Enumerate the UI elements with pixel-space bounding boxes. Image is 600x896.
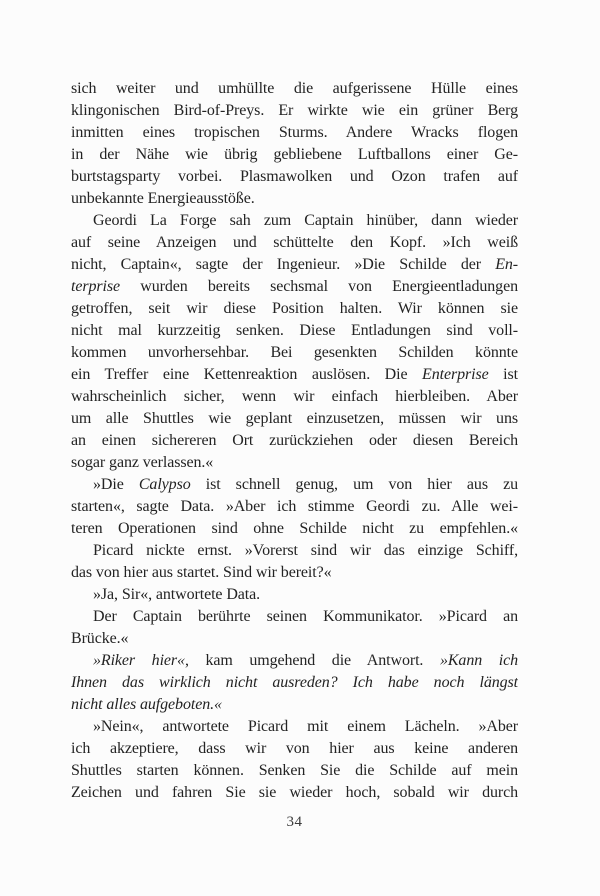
italic-text-segment: En- bbox=[495, 256, 518, 273]
text-line bbox=[71, 452, 518, 474]
text-segment: starten«, sagte Data. »Aber ich stimme Geordi zu. Alle wei- bbox=[71, 498, 518, 515]
text-segment: sogar ganz verlassen.« bbox=[71, 454, 214, 471]
italic-text-segment: Ihnen das wirklich nicht ausreden? Ich habe noch längst bbox=[71, 674, 518, 691]
italic-text-segment: »Kann ich bbox=[439, 652, 518, 669]
text-segment: Der Captain berührte seinen Kommunikator. »Picard an bbox=[93, 608, 518, 625]
text-segment: nicht mal kurzzeitig senken. Diese Entladungen sind voll- bbox=[71, 322, 518, 339]
text-segment: ein Treffer eine Kettenreaktion auslösen. Die bbox=[71, 366, 423, 383]
text-line bbox=[71, 408, 518, 430]
text-segment: sich weiter und umhüllte die aufgerissene Hülle eines bbox=[71, 80, 518, 97]
text-segment: teren Operationen sind ohne Schilde nicht zu empfehlen.« bbox=[71, 520, 518, 537]
text-segment: an einen sichereren Ort zurückziehen oder diesen Bereich bbox=[71, 432, 518, 449]
text-line bbox=[71, 320, 518, 342]
page-number: 34 bbox=[286, 814, 303, 830]
text-segment: in der Nähe wie übrig gebliebene Luftballons einer Ge- bbox=[71, 146, 518, 163]
italic-text-segment: terprise bbox=[71, 278, 120, 295]
text-segment: kommen unvorhersehbar. Bei gesenkten Schilden könnte bbox=[71, 344, 518, 361]
text-line bbox=[71, 100, 518, 122]
text-line bbox=[71, 232, 518, 254]
text-segment: unbekannte Energieausstöße. bbox=[71, 190, 255, 207]
text-line bbox=[71, 276, 518, 298]
text-line bbox=[71, 298, 518, 320]
text-line bbox=[71, 606, 518, 628]
text-line bbox=[71, 342, 518, 364]
text-line bbox=[71, 364, 518, 386]
text-segment: »Die bbox=[93, 476, 139, 493]
text-segment: ist bbox=[488, 366, 518, 383]
text-segment: inmitten eines tropischen Sturms. Andere Wracks flogen bbox=[71, 124, 518, 141]
text-line bbox=[71, 496, 518, 518]
text-line bbox=[71, 782, 518, 804]
text-segment: Geordi La Forge sah zum Captain hinüber, dann wieder bbox=[93, 212, 518, 229]
text-segment: ich akzeptiere, dass wir von hier aus keine anderen bbox=[71, 740, 518, 757]
text-segment: auf seine Anzeigen und schüttelte den Kopf. »Ich weiß bbox=[71, 234, 518, 251]
italic-text-segment: Enterprise bbox=[422, 366, 489, 383]
text-segment: , kam umgehend die Antwort. bbox=[184, 652, 440, 669]
text-line bbox=[71, 254, 518, 276]
text-line bbox=[71, 188, 518, 210]
text-segment: nicht, Captain«, sagte der Ingenieur. »Die Schilde der bbox=[71, 256, 496, 273]
text-segment: »Ja, Sir«, antwortete Data. bbox=[93, 586, 261, 603]
text-line bbox=[71, 430, 518, 452]
text-segment: »Nein«, antwortete Picard mit einem Lächeln. »Aber bbox=[93, 718, 518, 735]
text-line bbox=[71, 672, 518, 694]
text-segment: Picard nickte ernst. »Vorerst sind wir das einzige Schiff, bbox=[93, 542, 518, 559]
text-segment: das von hier aus startet. Sind wir bereit?« bbox=[71, 564, 332, 581]
text-line bbox=[71, 628, 518, 650]
text-line bbox=[71, 760, 518, 782]
text-segment: Brücke.« bbox=[71, 630, 129, 647]
text-line bbox=[71, 210, 518, 232]
text-line bbox=[71, 650, 518, 672]
text-line bbox=[71, 518, 518, 540]
italic-text-segment: nicht alles aufgeboten.« bbox=[71, 696, 222, 713]
text-line bbox=[71, 144, 518, 166]
text-segment: wahrscheinlich sicher, wenn wir einfach hierbleiben. Aber bbox=[71, 388, 518, 405]
body-text bbox=[71, 78, 518, 804]
text-line bbox=[71, 386, 518, 408]
text-segment: Shuttles starten können. Senken Sie die Schilde auf mein bbox=[71, 762, 518, 779]
text-segment: burtstagsparty vorbei. Plasmawolken und Ozon trafen auf bbox=[71, 168, 518, 185]
text-segment: ist schnell genug, um von hier aus zu bbox=[190, 476, 518, 493]
text-line bbox=[71, 166, 518, 188]
text-line bbox=[71, 584, 518, 606]
text-line bbox=[71, 474, 518, 496]
text-line bbox=[71, 738, 518, 760]
text-segment: um alle Shuttles wie geplant einzusetzen, müssen wir uns bbox=[71, 410, 518, 427]
text-line bbox=[71, 540, 518, 562]
text-line bbox=[71, 716, 518, 738]
text-line bbox=[71, 694, 518, 716]
text-line bbox=[71, 562, 518, 584]
text-segment: getroffen, seit wir diese Position halten. Wir können sie bbox=[71, 300, 518, 317]
text-segment: klingonischen Bird-of-Preys. Er wirkte wie ein grüner Berg bbox=[71, 102, 518, 119]
text-line bbox=[71, 78, 518, 100]
text-line bbox=[71, 122, 518, 144]
italic-text-segment: Calypso bbox=[138, 476, 191, 493]
italic-text-segment: »Riker hier« bbox=[93, 652, 185, 669]
text-segment: wurden bereits sechsmal von Energieentladungen bbox=[119, 278, 518, 295]
text-segment: Zeichen und fahren Sie sie wieder hoch, sobald wir durch bbox=[71, 784, 518, 801]
